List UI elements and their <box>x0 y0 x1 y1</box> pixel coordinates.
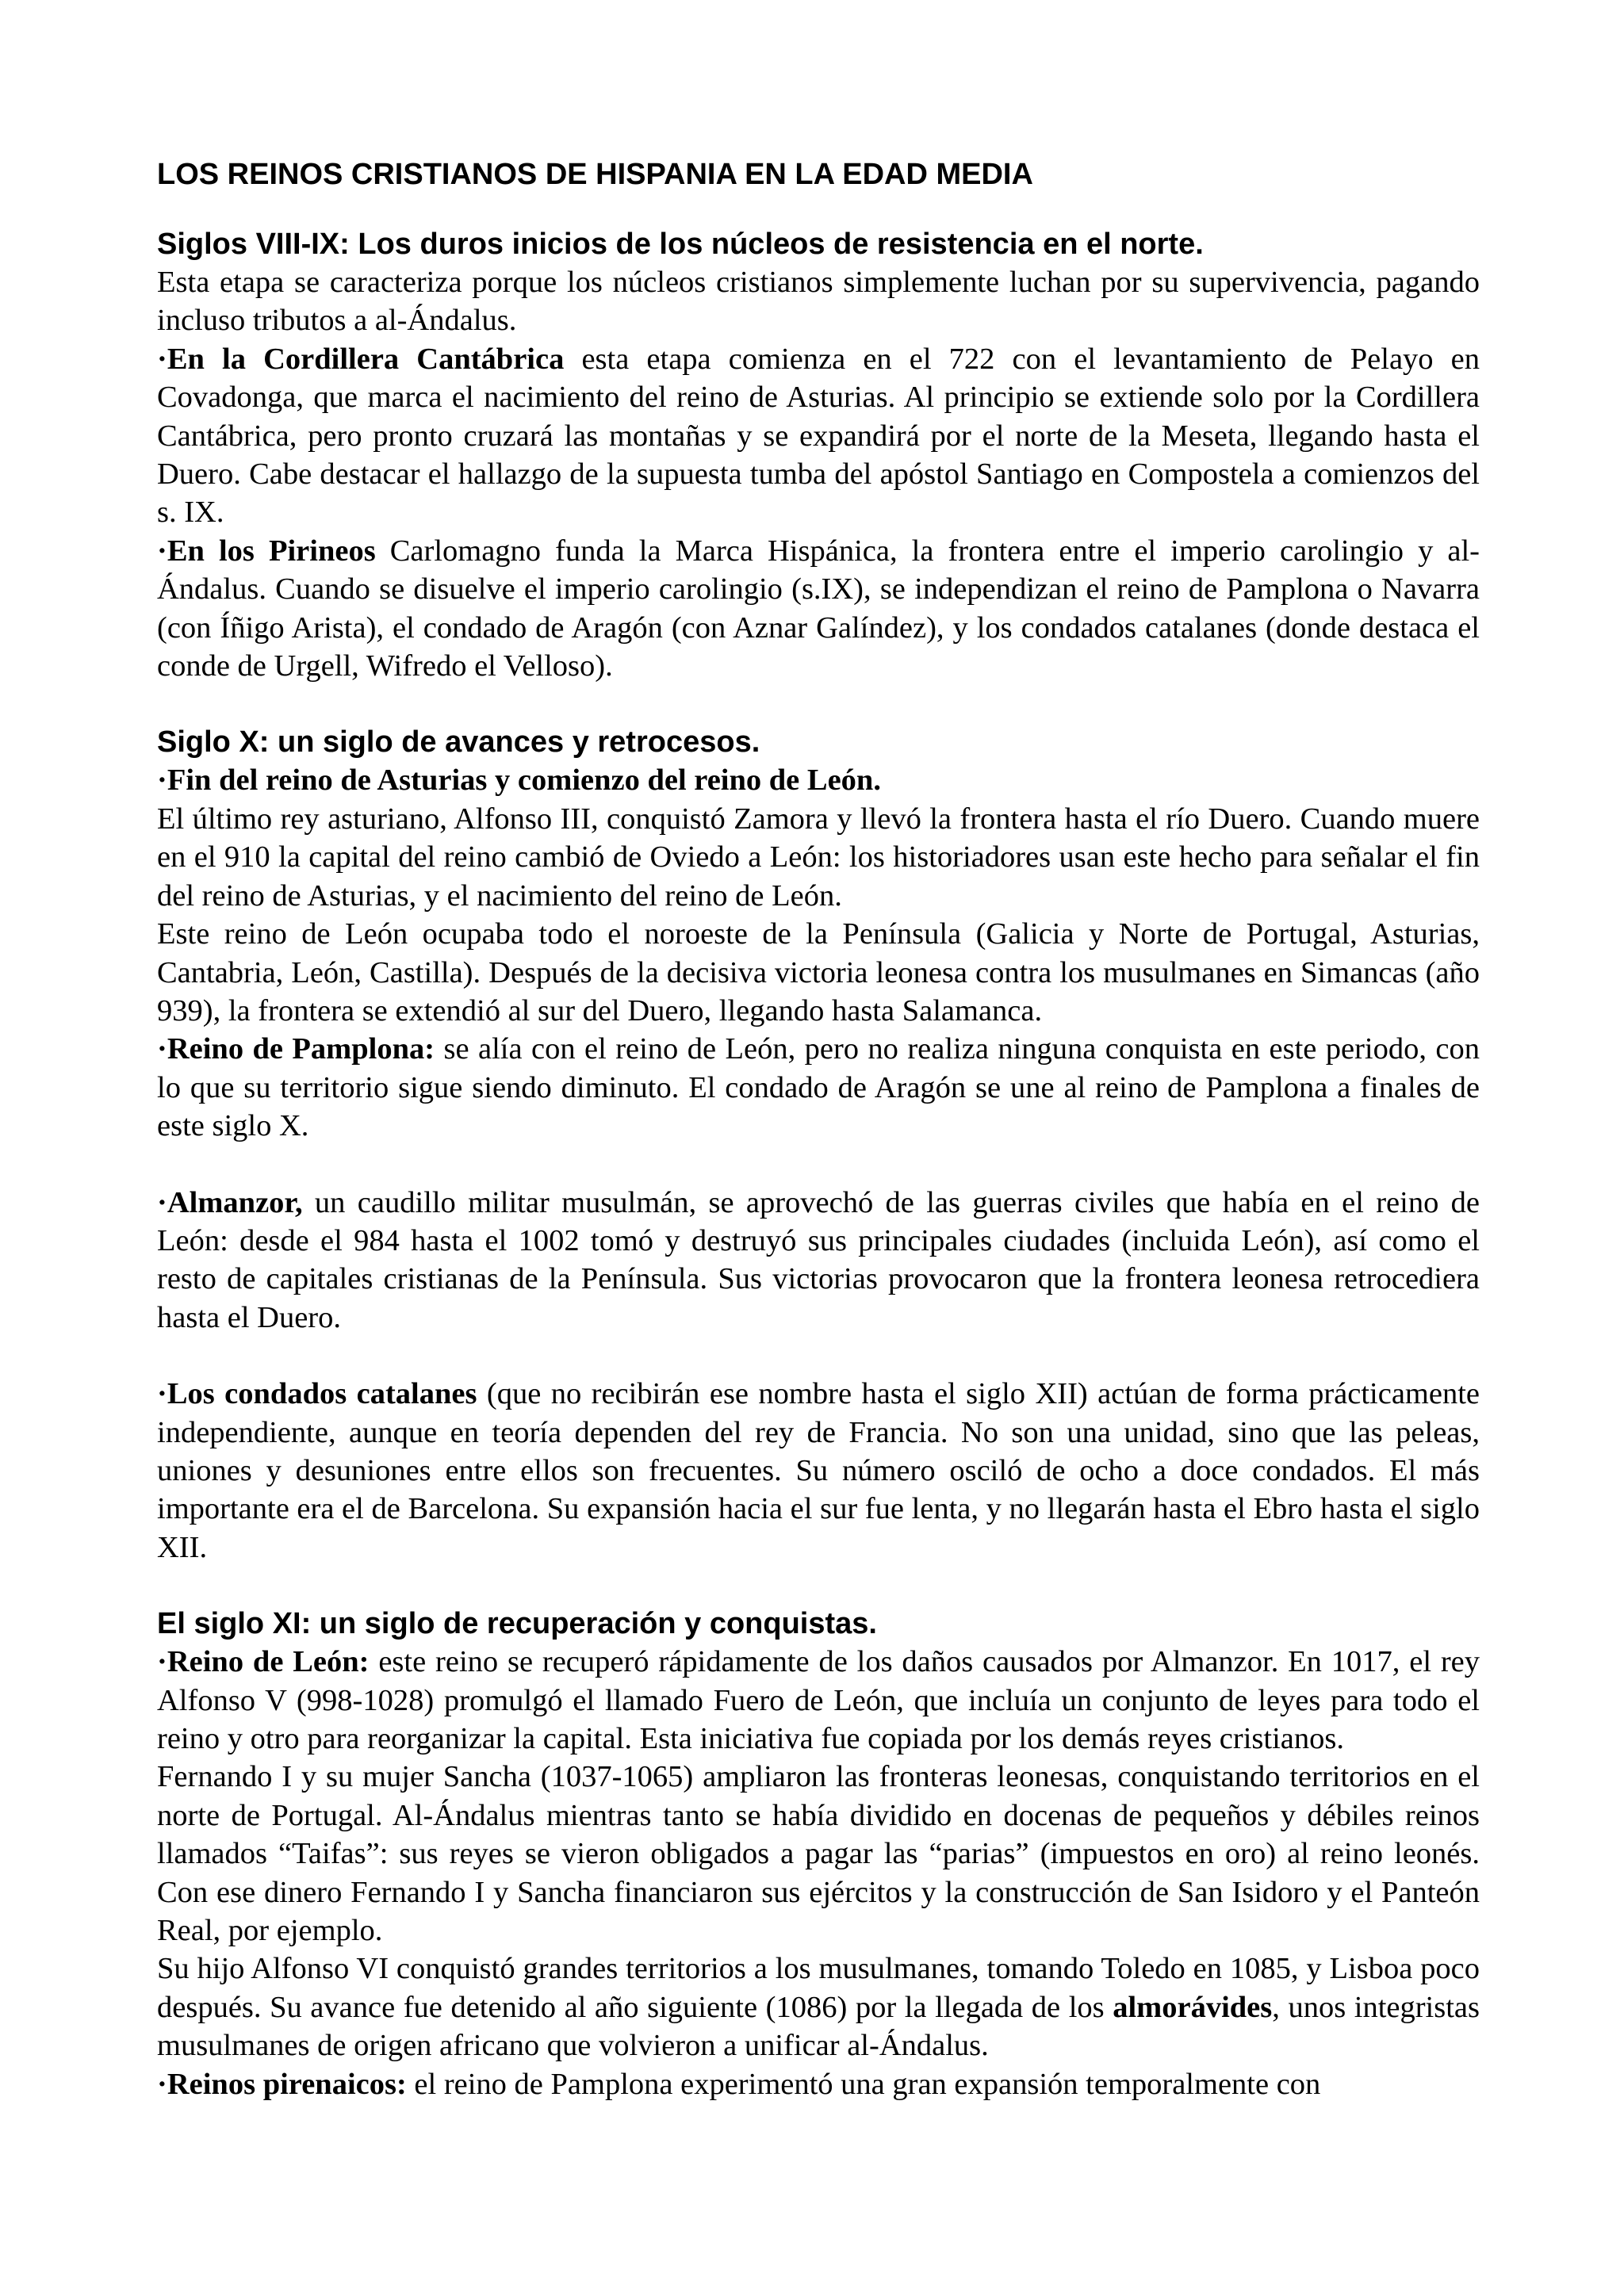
paragraph-text: El último rey asturiano, Alfonso III, conquistó Zamora y llevó la frontera hasta el río Duero. Cuando muere en el 910 la capital del reino cambió de Oviedo a León: los historiadores usan este hecho para señalar el fin del reino de Asturias, y el nacimiento del reino de León. <box>157 802 1480 913</box>
paragraph-bold-lead: ·Reinos pirenaicos: <box>157 2067 407 2101</box>
paragraph <box>157 761 1480 799</box>
paragraph-text: Su hijo Alfonso VI conquistó grandes territorios a los musulmanes, tomando Toledo en 1085, y Lisboa poco después. Su avance fue detenido al año siguiente (1086) por la llegada de los <box>157 1952 1480 2024</box>
paragraph-bold-lead: ·Reino de León: <box>157 1645 370 1679</box>
paragraph <box>157 800 1480 915</box>
paragraph-text: un caudillo militar musulmán, se aprovechó de las guerras civiles que había en el reino de León: desde el 984 hasta el 1002 tomó y destruyó sus principales ciudades (incluida León), así como el resto de capitales cristianas de la Península. Sus victorias provocaron que la frontera leonesa retrocediera hasta el Duero. <box>157 1185 1480 1334</box>
paragraph-bold-term: almorávides <box>1113 1990 1273 2024</box>
document-page <box>157 155 1480 2103</box>
paragraph <box>157 263 1480 340</box>
paragraph <box>157 1375 1480 1567</box>
paragraph-text: (que no recibirán ese nombre hasta el siglo XII) actúan de forma prácticamente independiente, aunque en teoría dependen del rey de Francia. No son una unidad, sino que las peleas, uniones y desuniones entre ellos son frecuentes. Su número osciló de ocho a doce condados. El más importante era el de Barcelona. Su expansión hacia el sur fue lenta, y no llegarán hasta el Ebro hasta el siglo XII. <box>157 1377 1480 1564</box>
paragraph <box>157 340 1480 532</box>
paragraph-text: este reino se recuperó rápidamente de los daños causados por Almanzor. En 1017, el rey Alfonso V (998-1028) promulgó el llamado Fuero de León, que incluía un conjunto de leyes para todo el reino y otro para reorganizar la capital. Esta iniciativa fue copiada por los demás reyes cristianos. <box>157 1645 1480 1755</box>
paragraph-text: el reino de Pamplona experimentó una gran expansión temporalmente con <box>406 2067 1321 2101</box>
paragraph-bold-lead: ·Reino de Pamplona: <box>157 1032 435 1066</box>
section-heading-xi: El siglo XI: un siglo de recuperación y conquistas. <box>157 1607 877 1641</box>
paragraph-text: , unos integristas musulmanes de origen africano que volvieron a unificar al-Ándalus. <box>157 1990 1480 2063</box>
paragraph <box>157 1184 1480 1337</box>
paragraph-text: Fernando I y su mujer Sancha (1037-1065) ampliaron las fronteras leonesas, conquistando territorios en el norte de Portugal. Al-Ándalus mientras tanto se había dividido en docenas de pequeños y débiles reinos llamados “Taifas”: sus reyes se vieron obligados a pagar las “parias” (impuestos en oro) al reino leonés. Con ese dinero Fernando I y Sancha financiaron sus ejércitos y la construcción de San Isidoro y el Panteón Real, por ejemplo. <box>157 1760 1480 1948</box>
paragraph-text: Esta etapa se caracteriza porque los núcleos cristianos simplemente luchan por su supervivencia, pagando incluso tributos a al-Ándalus. <box>157 266 1480 338</box>
paragraph <box>157 532 1480 686</box>
paragraph-bold-lead: ·Fin del reino de Asturias y comienzo del reino de León. <box>157 763 881 798</box>
document-title: LOS REINOS CRISTIANOS DE HISPANIA EN LA EDAD MEDIA <box>157 158 1033 191</box>
paragraph-bold-lead: ·En la Cordillera Cantábrica <box>157 342 565 376</box>
paragraph-text: esta etapa comienza en el 722 con el levantamiento de Pelayo en Covadonga, que marca el nacimiento del reino de Asturias. Al principio se extiende solo por la Cordillera Cantábrica, pero pronto cruzará las montañas y se expandirá por el norte de la Meseta, llegando hasta el Duero. Cabe destacar el hallazgo de la supuesta tumba del apóstol Santiago en Compostela a comienzos del s. IX. <box>157 342 1480 530</box>
paragraph <box>157 2065 1480 2103</box>
section-heading-x: Siglo X: un siglo de avances y retrocesos. <box>157 725 760 760</box>
section-heading-viii-ix: Siglos VIII-IX: Los duros inicios de los núcleos de resistencia en el norte. <box>157 228 1204 261</box>
paragraph-text: Carlomagno funda la Marca Hispánica, la frontera entre el imperio carolingio y al-Ándalus. Cuando se disuelve el imperio carolingio (s.IX), se independizan el reino de Pamplona o Navarra (con Íñigo Arista), el condado de Aragón (con Aznar Galíndez), y los condados catalanes (donde destaca el conde de Urgell, Wifredo el Velloso). <box>157 534 1480 683</box>
paragraph <box>157 1758 1480 1950</box>
paragraph <box>157 1950 1480 2064</box>
paragraph-text: se alía con el reino de León, pero no realiza ninguna conquista en este periodo, con lo que su territorio sigue siendo diminuto. El condado de Aragón se une al reino de Pamplona a finales de este siglo X. <box>157 1032 1480 1143</box>
paragraph-bold-lead: ·Almanzor, <box>157 1185 303 1219</box>
paragraph <box>157 1030 1480 1145</box>
paragraph <box>157 1643 1480 1758</box>
paragraph-text: Este reino de León ocupaba todo el noroeste de la Península (Galicia y Norte de Portugal, Asturias, Cantabria, León, Castilla). Después de la decisiva victoria leonesa contra los musulmanes en Simancas (año 939), la frontera se extendió al sur del Duero, llegando hasta Salamanca. <box>157 917 1480 1027</box>
paragraph-bold-lead: ·En los Pirineos <box>157 534 376 568</box>
paragraph <box>157 915 1480 1030</box>
paragraph-bold-lead: ·Los condados catalanes <box>157 1377 477 1411</box>
